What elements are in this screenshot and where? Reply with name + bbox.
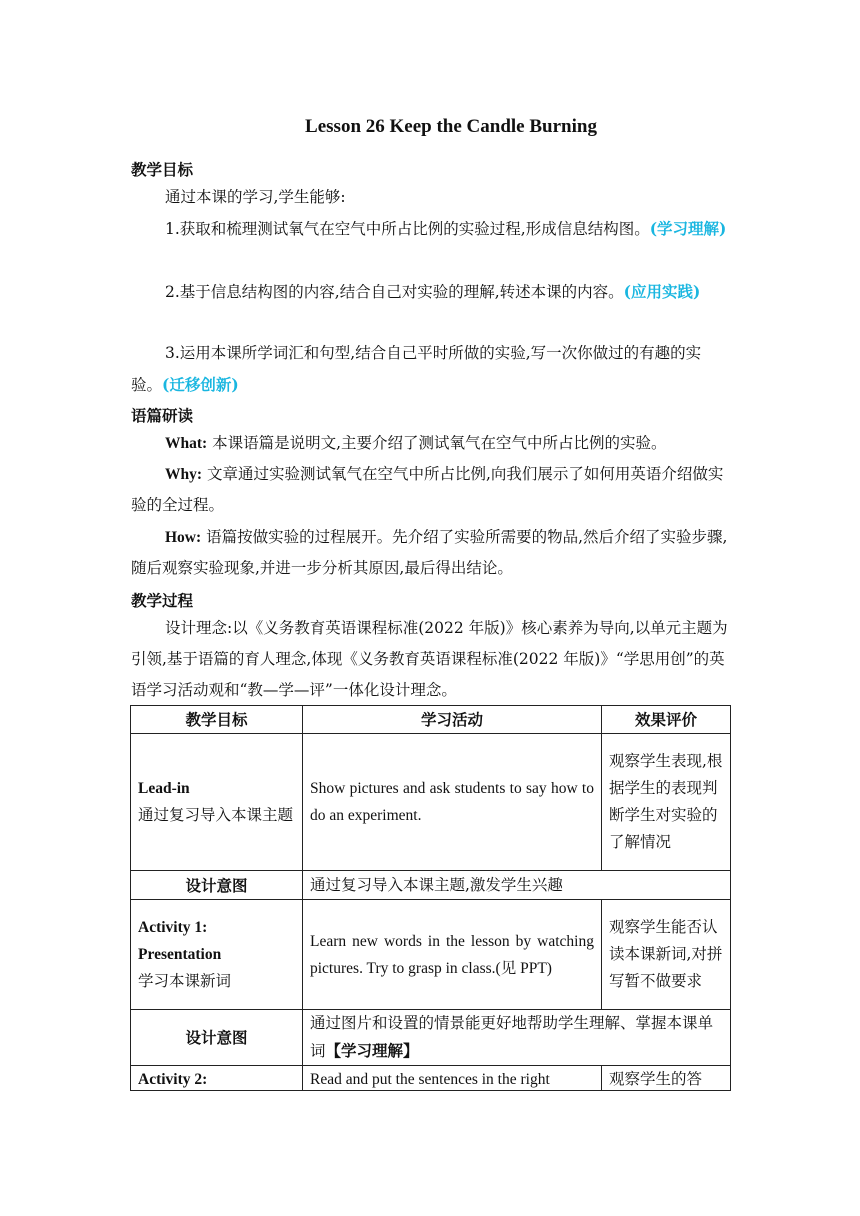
objective-3-text: 3.运用本课所学词汇和句型,结合自己平时所做的实验,写一次你做过的有趣的实验。 xyxy=(131,344,702,394)
row3-goal xyxy=(131,1066,303,1091)
header-goal: 教学目标 xyxy=(131,706,303,734)
objectives-heading: 教学目标 xyxy=(131,160,194,179)
lesson-title: Lesson 26 Keep the Candle Burning xyxy=(305,116,597,137)
row1-goal xyxy=(131,734,303,871)
intent2-label: 设计意图 xyxy=(131,1010,303,1066)
why-paragraph xyxy=(131,459,731,521)
process-paragraph: 设计理念:以《义务教育英语课程标准(2022 年版)》核心素养为导向,以单元主题为引领,基于语篇的育人理念,体现《义务教育英语课程标准(2022 年版)》“学思用创”的英语学习活动观和“教—学—评”一体化设计理念。 xyxy=(131,619,728,699)
row3-eval: 观察学生的答 xyxy=(609,1070,703,1088)
row2-goal-text: 学习本课新词 xyxy=(138,972,232,990)
how-text: 语篇按做实验的过程展开。先介绍了实验所需要的物品,然后介绍了实验步骤,随后观察实验现象,并进一步分析其原因,最后得出结论。 xyxy=(131,528,728,577)
header-eval: 效果评价 xyxy=(602,706,731,734)
why-label: Why: xyxy=(165,466,203,483)
row2-eval: 观察学生能否认读本课新词,对拼写暂不做要求 xyxy=(602,900,731,1010)
process-heading: 教学过程 xyxy=(131,591,194,610)
row2-activity: Learn new words in the lesson by watching pictures. Try to grasp in class.(见 PPT) xyxy=(303,900,602,1010)
lesson-plan-table xyxy=(130,705,731,1091)
objective-3-tag: (迁移创新) xyxy=(162,375,239,394)
row3-eval-cell xyxy=(602,1066,731,1091)
table-header-row xyxy=(131,706,731,734)
row1-goal-title: Lead-in xyxy=(138,780,190,797)
table-row xyxy=(131,734,731,871)
row3-goal-title: Activity 2: xyxy=(138,1071,208,1088)
intent2-cell xyxy=(303,1010,731,1066)
row1-goal-text: 通过复习导入本课主题 xyxy=(138,806,294,824)
what-label: What: xyxy=(165,435,208,452)
table-row xyxy=(131,1010,731,1066)
how-label: How: xyxy=(165,529,202,546)
intent2-tag: 【学习理解】 xyxy=(325,1041,419,1060)
intent1-text: 通过复习导入本课主题,激发学生兴趣 xyxy=(303,871,731,900)
objective-2 xyxy=(131,276,731,308)
row1-activity: Show pictures and ask students to say how to do an experiment. xyxy=(303,734,602,871)
objectives-intro: 通过本课的学习,学生能够: xyxy=(165,188,346,206)
objective-3 xyxy=(131,338,731,401)
table-row xyxy=(131,871,731,900)
row3-activity: Read and put the sentences in the right xyxy=(310,1071,550,1088)
row2-goal-title-1: Activity 1: xyxy=(138,919,208,936)
what-text: 本课语篇是说明文,主要介绍了测试氧气在空气中所占比例的实验。 xyxy=(207,434,667,452)
objective-1-tag: (学习理解) xyxy=(649,219,727,238)
row1-eval: 观察学生表现,根据学生的表现判断学生对实验的了解情况 xyxy=(602,734,731,871)
table-row xyxy=(131,1066,731,1091)
objective-2-text: 2.基于信息结构图的内容,结合自己对实验的理解,转述本课的内容。 xyxy=(165,283,624,301)
row2-goal-title-2: Presentation xyxy=(138,946,222,963)
objective-1-text: 1.获取和梳理测试氧气在空气中所占比例的实验过程,形成信息结构图。 xyxy=(165,220,650,238)
objective-2-tag: (应用实践) xyxy=(623,282,701,301)
table-row xyxy=(131,900,731,1010)
reading-heading: 语篇研读 xyxy=(131,406,194,425)
intent1-label: 设计意图 xyxy=(131,871,303,900)
objective-1 xyxy=(131,213,731,245)
how-paragraph xyxy=(131,522,731,584)
row3-activity-cell xyxy=(303,1066,602,1091)
row2-goal xyxy=(131,900,303,1010)
intent2-text: 通过图片和设置的情景能更好地帮助学生理解、掌握本课单词 xyxy=(310,1014,714,1060)
what-paragraph xyxy=(131,428,731,459)
why-text: 文章通过实验测试氧气在空气中所占比例,向我们展示了如何用英语介绍做实验的全过程。 xyxy=(131,465,724,514)
header-activity: 学习活动 xyxy=(303,706,602,734)
